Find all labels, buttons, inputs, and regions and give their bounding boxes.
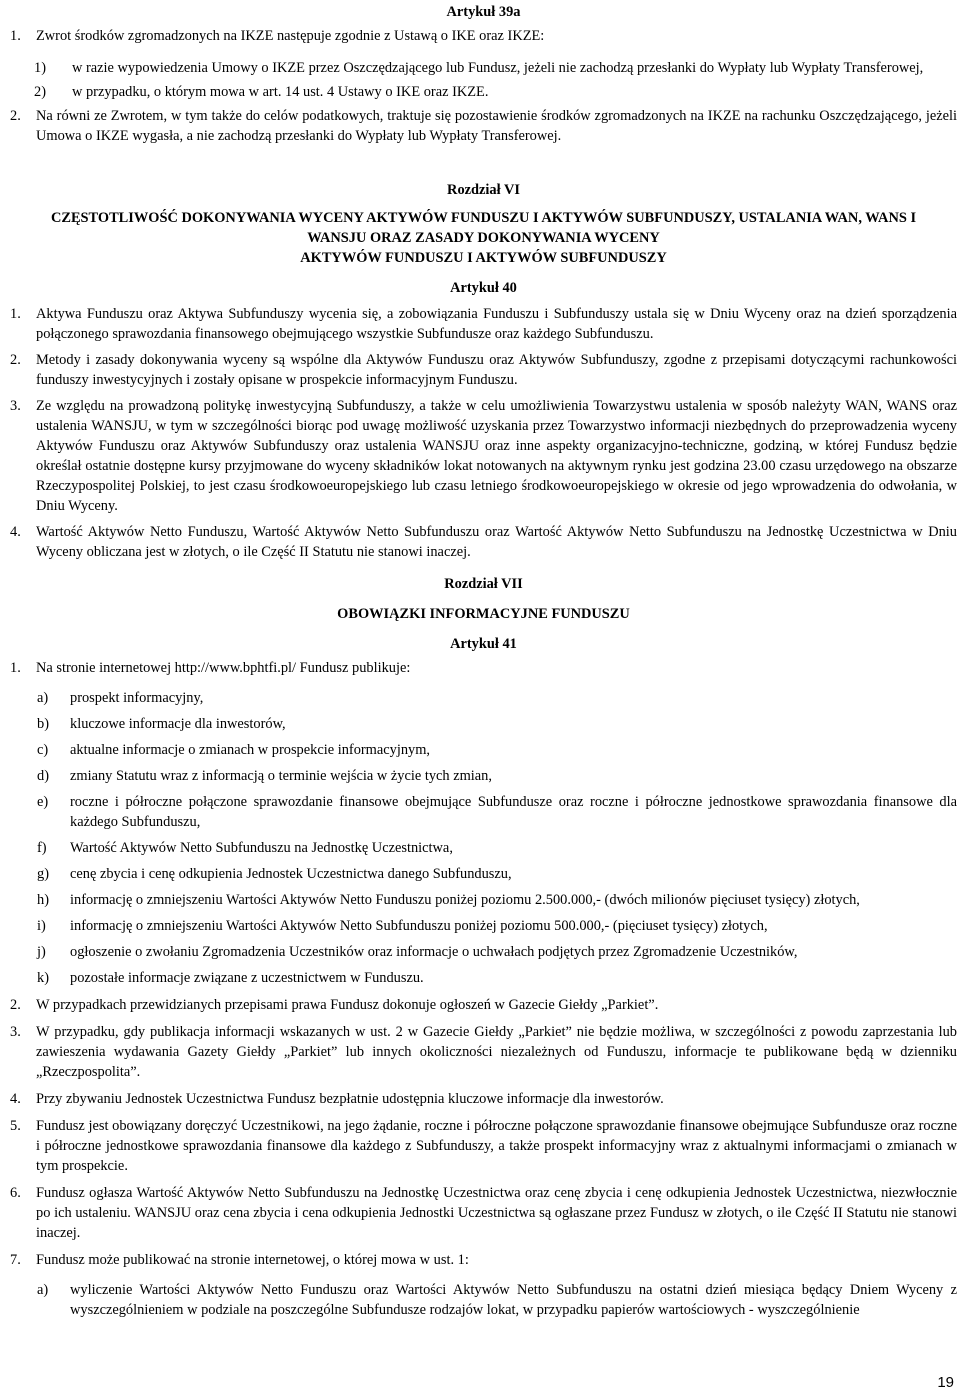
art41-para	[10, 1089, 957, 1109]
item-text: ogłoszenie o zwołaniu Zgromadzenia Uczestników oraz informacje o uchwałach podjętych przez Zgromadzenie Uczestników,	[70, 944, 798, 960]
para-number: 3.	[10, 1024, 21, 1040]
item-text: w przypadku, o którym mowa w art. 14 ust. 4 Ustawy o IKE oraz IKZE.	[72, 84, 489, 100]
art41-p7-item-a	[10, 1280, 957, 1320]
para-text: Aktywa Funduszu oraz Aktywa Subfunduszy wycenia się, a zobowiązania Funduszu i Subfunduszy ustala się w Dniu Wyceny oraz na dzień sporządzenia połączonego sprawozdania finansowego obejmującego wszystkie Subfundusze oraz każdego Subfunduszu.	[36, 306, 957, 342]
document-page	[10, 0, 957, 1320]
article-40-heading: Artykuł 40	[450, 280, 517, 296]
item-label: d)	[37, 768, 49, 784]
art41-para	[10, 1116, 957, 1176]
para-text: Na równi ze Zwrotem, w tym także do celów podatkowych, traktuje się pozostawienie środków zgromadzonych na IKZE na rachunku Oszczędzającego, jeżeli Umowa o IKZE wygasła, a nie zachodzą przesłanki do Wypłaty lub Wypłaty Transferowej.	[36, 108, 957, 144]
para-text: Fundusz ogłasza Wartość Aktywów Netto Subfunduszu na Jednostkę Uczestnictwa oraz cenę zbycia i cenę odkupienia Jednostek Uczestnictwa, niezwłocznie po ich ustaleniu. WANSJU oraz cena zbycia i cena odkupienia Jednostki Uczestnictwa są ogłaszane przez Fundusz w złotych, o ile Część II Statutu nie stanowi inaczej.	[36, 1185, 957, 1241]
art41-list-item	[10, 968, 957, 988]
item-text: w razie wypowiedzenia Umowy o IKZE przez Oszczędzającego lub Fundusz, jeżeli nie zachodzą przesłanki do Wypłaty lub Wypłaty Transferowej,	[72, 60, 924, 76]
chapter-7-title: OBOWIĄZKI INFORMACYJNE FUNDUSZU	[337, 606, 630, 622]
para-text: Przy zbywaniu Jednostek Uczestnictwa Fundusz bezpłatnie udostępnia kluczowe informacje dla inwestorów.	[36, 1091, 664, 1107]
para-number: 5.	[10, 1118, 21, 1134]
para-number: 2.	[10, 997, 21, 1013]
chapter-6-title-line-3: AKTYWÓW FUNDUSZU I AKTYWÓW SUBFUNDUSZY	[300, 250, 667, 266]
art40-para-3	[10, 396, 957, 516]
item-text: wyliczenie Wartości Aktywów Netto Funduszu oraz Wartości Aktywów Netto Subfunduszu na ostatni dzień miesiąca będący Dniem Wyceny z wyszczególnieniem w podziale na poszczególne Subfundusze rodzajów lokat, w przypadku papierów wartościowych - wyszczególnienie	[70, 1282, 957, 1318]
art40-para-4	[10, 522, 957, 562]
item-text: kluczowe informacje dla inwestorów,	[70, 716, 286, 732]
item-label: i)	[37, 918, 46, 934]
art41-list-item	[10, 740, 957, 760]
item-label: a)	[37, 690, 49, 706]
art41-list-item	[10, 766, 957, 786]
para-number: 3.	[10, 398, 21, 414]
article-39a-heading: Artykuł 39a	[446, 4, 521, 20]
art41-list-item	[10, 792, 957, 832]
item-label: 1)	[34, 60, 46, 76]
art41-para	[10, 995, 957, 1015]
art39-para-1	[10, 26, 957, 46]
para-number: 2.	[10, 352, 21, 368]
art41-list-item	[10, 838, 957, 858]
para-text: W przypadku, gdy publikacja informacji wskazanych w ust. 2 w Gazecie Giełdy „Parkiet” nie będzie możliwa, w szczególności z powodu zaprzestania lub zawieszenia wydawania Gazety Giełdy „Parkiet” lub innych okoliczności niezależnych od Funduszu, informacje te publikowane będą w dzienniku „Rzeczpospolita”.	[36, 1024, 957, 1080]
chapter-6-title-line-2: WANSJU ORAZ ZASADY DOKONYWANIA WYCENY	[307, 230, 660, 246]
para-text: Metody i zasady dokonywania wyceny są wspólne dla Aktywów Funduszu oraz Aktywów Subfunduszy, zgodne z przepisami dotyczącymi rachunkowości funduszy inwestycyjnych i zostały opisane w prospekcie informacyjnym Funduszu.	[36, 352, 957, 388]
art41-list-item	[10, 688, 957, 708]
art41-list-item	[10, 714, 957, 734]
art41-paragraphs	[10, 988, 957, 1270]
para-text: Wartość Aktywów Netto Funduszu, Wartość Aktywów Netto Subfunduszu oraz Wartość Aktywów Netto Subfunduszu na Jednostkę Uczestnictwa w Dniu Wyceny obliczana jest w złotych, o ile Część II Statutu nie stanowi inaczej.	[36, 524, 957, 560]
art41-list-item	[10, 890, 957, 910]
para-number: 1.	[10, 28, 21, 44]
chapter-6-heading: Rozdział VI	[447, 182, 520, 198]
item-text: aktualne informacje o zmianach w prospekcie informacyjnym,	[70, 742, 431, 758]
art39-item-2	[10, 82, 957, 102]
para-text: Ze względu na prowadzoną politykę inwestycyjną Subfunduszy, a także w celu umożliwienia Towarzystwu ustalenia w sposób należyty WAN, WANS oraz ustalenia WANSJU, w tym w szczególności biorąc pod uwagę możliwość uzyskania przez Towarzystwo informacji niezbędnych do przeprowadzenia wyceny Aktywów Funduszu oraz Aktywów Subfunduszy oraz ustalenia WANSJU oraz inne aspekty organizacyjno-techniczne, godziną, w której Fundusz będzie określał ostatnie dostępne kursy przyjmowane do wyceny składników lokat notowanych na aktywnym rynku jest godzina 23.00 czasu urzędowego na obszarze Rzeczypospolitej Polskiej, to jest czasu środkowoeuropejskiego lub czasu letniego środkowoeuropejskiego w okresie od jego wprowadzenia do odwołania, w Dniu Wyceny.	[36, 398, 957, 514]
item-label: e)	[37, 794, 49, 810]
item-label: a)	[37, 1282, 49, 1298]
item-text: zmiany Statutu wraz z informacją o terminie wejścia w życie tych zmian,	[70, 768, 492, 784]
art40-para-2	[10, 350, 957, 390]
para-number: 1.	[10, 660, 21, 676]
art41-list	[10, 678, 957, 988]
para-number: 2.	[10, 108, 21, 124]
art39-para-2	[10, 106, 957, 146]
item-label: f)	[37, 840, 47, 856]
item-text: pozostałe informacje związane z uczestnictwem w Funduszu.	[70, 970, 424, 986]
para-text: Na stronie internetowej http://www.bphtfi.pl/ Fundusz publikuje:	[36, 660, 411, 676]
para-text: W przypadkach przewidzianych przepisami prawa Fundusz dokonuje ogłoszeń w Gazecie Giełdy „Parkiet”.	[36, 997, 659, 1013]
item-label: j)	[37, 944, 46, 960]
para-text: Fundusz może publikować na stronie internetowej, o której mowa w ust. 1:	[36, 1252, 469, 1268]
art40-para-1	[10, 304, 957, 344]
art41-para	[10, 1183, 957, 1243]
para-text: Zwrot środków zgromadzonych na IKZE następuje zgodnie z Ustawą o IKE oraz IKZE:	[36, 28, 545, 44]
chapter-6-title-line-1: CZĘSTOTLIWOŚĆ DOKONYWANIA WYCENY AKTYWÓW FUNDUSZU I AKTYWÓW SUBFUNDUSZY, USTALANIA WAN, WANS I	[50, 210, 917, 226]
item-text: informację o zmniejszeniu Wartości Aktywów Netto Subfunduszu poniżej poziomu 500.000,- (pięciuset tysięcy) złotych,	[70, 918, 768, 934]
item-text: Wartość Aktywów Netto Subfunduszu na Jednostkę Uczestnictwa,	[70, 840, 453, 856]
item-label: g)	[37, 866, 49, 882]
item-text: informację o zmniejszeniu Wartości Aktywów Netto Funduszu poniżej poziomu 2.500.000,- (dwóch milionów pięciuset tysięcy) złotych,	[70, 892, 860, 908]
art41-list-item	[10, 916, 957, 936]
item-label: k)	[37, 970, 49, 986]
art41-list-item	[10, 864, 957, 884]
art39-item-1	[10, 58, 957, 78]
page-number: 19	[937, 1374, 954, 1391]
art41-list-item	[10, 942, 957, 962]
para-number: 4.	[10, 524, 21, 540]
art41-para-1	[10, 658, 957, 678]
item-label: b)	[37, 716, 49, 732]
item-text: roczne i półroczne połączone sprawozdanie finansowe obejmujące Subfundusze oraz roczne i półroczne jednostkowe sprawozdania finansowe dla każdego Subfunduszu,	[70, 794, 957, 830]
chapter-7-heading: Rozdział VII	[444, 576, 523, 592]
item-text: prospekt informacyjny,	[70, 690, 204, 706]
art41-para	[10, 1022, 957, 1082]
item-label: 2)	[34, 84, 46, 100]
item-label: h)	[37, 892, 49, 908]
article-41-heading: Artykuł 41	[450, 636, 517, 652]
item-text: cenę zbycia i cenę odkupienia Jednostek Uczestnictwa danego Subfunduszu,	[70, 866, 512, 882]
para-text: Fundusz jest obowiązany doręczyć Uczestnikowi, na jego żądanie, roczne i półroczne połączone sprawozdanie finansowe obejmujące Subfundusze oraz roczne i półroczne jednostkowe sprawozdania finansowe dla każdego z Subfunduszy, a także prospekt informacyjny wraz z aktualnymi informacjami o zmianach w tym prospekcie.	[36, 1118, 957, 1174]
para-number: 7.	[10, 1252, 21, 1268]
para-number: 4.	[10, 1091, 21, 1107]
para-number: 6.	[10, 1185, 21, 1201]
item-label: c)	[37, 742, 49, 758]
art41-para	[10, 1250, 957, 1270]
para-number: 1.	[10, 306, 21, 322]
